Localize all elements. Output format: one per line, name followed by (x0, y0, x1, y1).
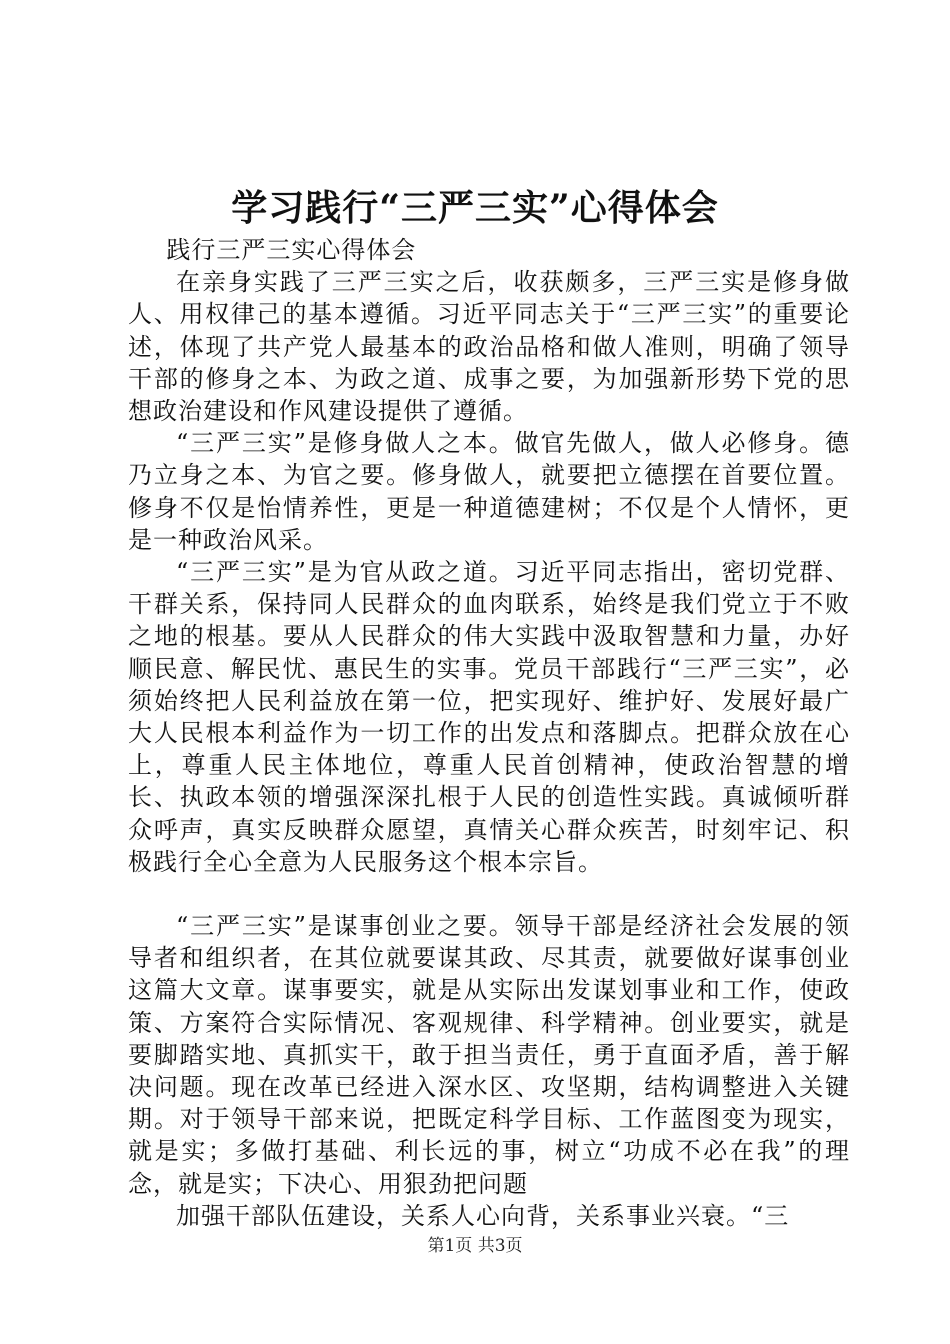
document-body (128, 234, 850, 1232)
paragraph-intro: 在亲身实践了三严三实之后，收获颇多，三严三实是修身做人、用权律己的基本遵循。习近平同志关于“三严三实”的重要论述，体现了共产党人最基本的政治品格和做人准则，明确了领导干部的修身之本、为政之道、成事之要，为加强新形势下党的思想政治建设和作风建设提供了遵循。 (128, 268, 850, 426)
document-subtitle: 践行三严三实心得体会 (166, 236, 417, 264)
document-title: 学习践行“三严三实”心得体会 (231, 187, 719, 229)
paragraph-governance: “三严三实”是为官从政之道。习近平同志指出，密切党群、干群关系，保持同人民群众的血肉联系，始终是我们党立于不败之地的根基。要从人民群众的伟大实践中汲取智慧和力量，办好顺民意、解民忧、惠民生的实事。党员干部践行“三严三实”，必须始终把人民利益放在第一位，把实现好、维护好、发展好最广大人民根本利益作为一切工作的出发点和落脚点。把群众放在心上，尊重人民主体地位，尊重人民首创精神，使政治智慧的增长、执政本领的增强深深扎根于人民的创造性实践。真诚倾听群众呼声，真实反映群众愿望，真情关心群众疾苦，时刻牢记、积极践行全心全意为人民服务这个根本宗旨。 (128, 558, 850, 876)
paragraph-entrepreneurship: “三严三实”是谋事创业之要。领导干部是经济社会发展的领导者和组织者，在其位就要谋其政、尽其责，就要做好谋事创业这篇大文章。谋事要实，就是从实际出发谋划事业和工作，使政策、方案符合实际情况、客观规律、科学精神。创业要实，就是要脚踏实地、真抓实干，敢于担当责任，勇于直面矛盾，善于解决问题。现在改革已经进入深水区、攻坚期，结构调整进入关键期。对于领导干部来说，把既定科学目标、工作蓝图变为现实，就是实；多做打基础、利长远的事，树立“功成不必在我”的理念，就是实；下决心、用狠劲把问题 (128, 912, 850, 1198)
paragraph-gap (128, 878, 850, 910)
page-number-footer: 第1页 共3页 (427, 1236, 523, 1256)
paragraph-cadre-building: 加强干部队伍建设，关系人心向背，关系事业兴衰。“三 (176, 1201, 790, 1230)
paragraph-self-cultivation: “三严三实”是修身做人之本。做官先做人，做人必修身。德乃立身之本、为官之要。修身做人，就要把立德摆在首要位置。修身不仅是怡情养性，更是一种道德建树；不仅是个人情怀，更是一种政治风采。 (128, 429, 850, 554)
